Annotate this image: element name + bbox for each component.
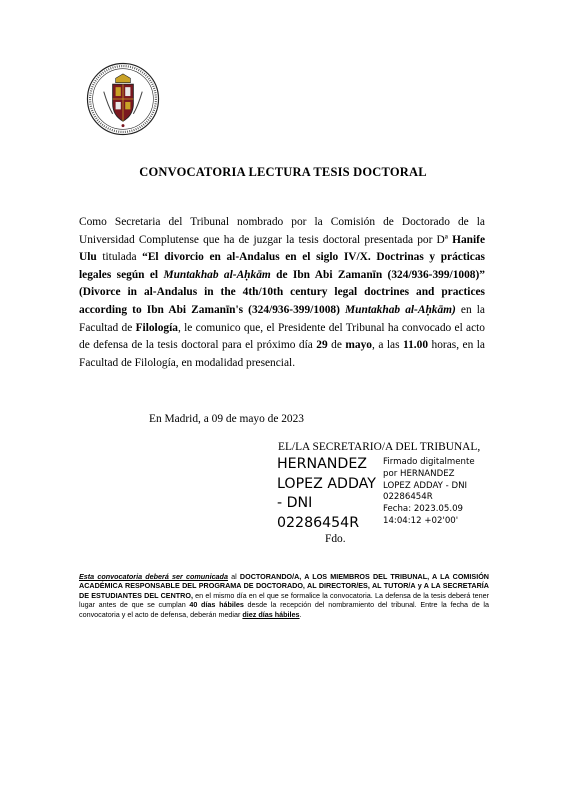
university-seal-logo — [86, 62, 160, 136]
secretary-role-label: EL/LA SECRETARIO/A DEL TRIBUNAL, — [278, 441, 481, 453]
body-paragraph: Como Secretaria del Tribunal nombrado por la Comisión de Doctorado de la Universidad Complutense que ha de juzgar la tesis doctoral presentada por Dª Hanife Ulu titulada “El divorcio en al-Andalus en el siglo IV/X. Doctrinas y prácticas legales según el Muntakhab al-Aḥkām de Ibn Abi Zamanīn (324/936-399/1008)” (Divorce in al-Andalus in the 4th/10th century legal doctrines and practices according to Ibn Abi Zamanīn's (324/936-399/1008) Muntakhab al-Aḥkām) en la Facultad de Filología, le comunico que, el Presidente del Tribunal ha convocado el acto de defensa de la tesis doctoral para el próximo día 29 de mayo, a las 11.00 horas, en la Facultad de Filología, en modalidad presencial. — [79, 216, 486, 369]
footnote-instructions: Esta convocatoria deberá ser comunicada al DOCTORANDO/A, A LOS MIEMBROS DEL TRIBUNAL, A LA COMISIÓN ACADÉMICA RESPONSABLE DEL PROGRAMA DE DOCTORADO, AL DIRECTOR/ES, AL TUTOR/A y A LA SECRETARÍA DE ESTUDIANTES DEL CENTRO, en el mismo día en el que se formalice la convocatoria. La defensa de la tesis deberá tener lugar antes de que se cumplan 40 días hábiles desde la recepción del nombramiento del tribunal. Entre la fecha de la convocatoria y el acto de defensa, deberán mediar diez días hábiles. — [79, 572, 490, 619]
digital-signature-name: HERNANDEZ LOPEZ ADDAY - DNI 02286454R — [277, 456, 376, 531]
defense-day: 29 — [316, 339, 328, 352]
candidate-name: Hanife Ulu — [79, 233, 485, 264]
fdo-label: Fdo. — [325, 533, 346, 545]
date-line: En Madrid, a 09 de mayo de 2023 — [149, 413, 305, 425]
document-title: CONVOCATORIA LECTURA TESIS DOCTORAL — [139, 165, 427, 179]
thesis-title: “El divorcio en al-Andalus en el siglo IV/X. Doctrinas y prácticas legales según el Muntakhab al-Aḥkām de Ibn Abi Zamanīn (324/936-399/1008)” (Divorce in al-Andalus in the 4th/10th century legal doctrines and practices according to Ibn Abi Zamanīn's (324/936-399/1008) Muntakhab al-Aḥkām) — [79, 251, 485, 316]
defense-time: 11.00 — [403, 339, 429, 352]
digital-signature-details: Firmado digitalmente por HERNANDEZ LOPEZ ADDAY - DNI 02286454R Fecha: 2023.05.09 14:04:12 +02'00' — [383, 457, 475, 526]
faculty-name: Filología — [135, 321, 178, 334]
defense-month: mayo — [345, 339, 372, 352]
